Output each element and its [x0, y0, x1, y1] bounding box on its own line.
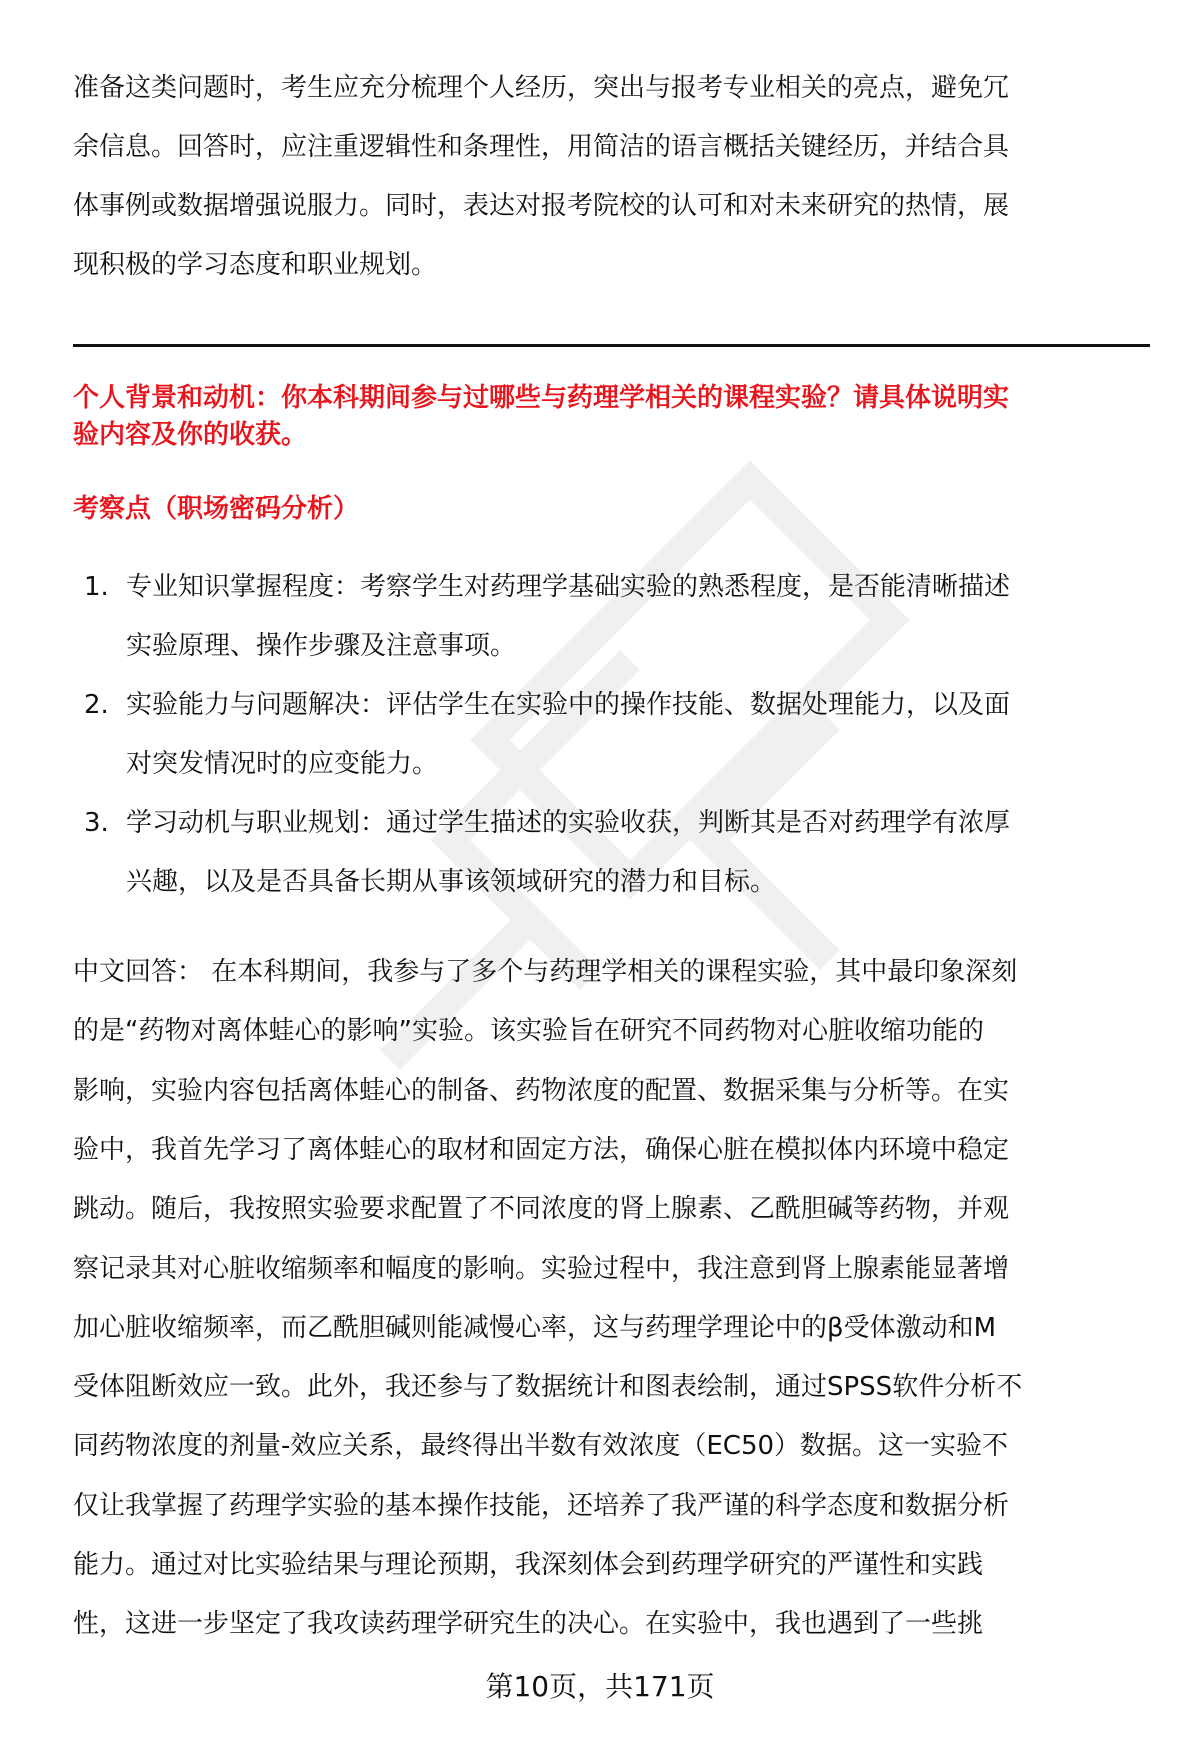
text-line: 的是“药物对离体蛙心的影响”实验。该实验旨在研究不同药物对心脏收缩功能的: [73, 1016, 984, 1047]
list-item-text: 兴趣，以及是否具备长期从事该领域研究的潜力和目标。: [126, 867, 777, 897]
text-line: 余信息。回答时，应注重逻辑性和条理性，用简洁的语言概括关键经历，并结合具: [73, 132, 1010, 162]
list-item-text: 对突发情况时的应变能力。: [126, 749, 439, 779]
list-item-text: 专业知识掌握程度：考察学生对药理学基础实验的熟悉程度，是否能清晰描述: [126, 572, 1011, 602]
text-line: 中文回答： 在本科期间，我参与了多个与药理学相关的课程实验，其中最印象深刻: [73, 957, 1018, 987]
page-number: 第10页，共171页: [485, 1670, 715, 1703]
section-divider: [73, 344, 1150, 347]
list-item-text: 实验原理、操作步骤及注意事项。: [126, 631, 517, 661]
text-line: 性，这进一步坚定了我攻读药理学研究生的决心。在实验中，我也遇到了一些挑: [73, 1609, 984, 1640]
text-line: 同药物浓度的剂量-效应关系，最终得出半数有效浓度（EC50）数据。这一实验不: [73, 1431, 1009, 1462]
text-line: 影响，实验内容包括离体蛙心的制备、药物浓度的配置、数据采集与分析等。在实: [73, 1075, 1010, 1106]
list-item-text: 学习动机与职业规划：通过学生描述的实验收获，判断其是否对药理学有浓厚: [126, 808, 1011, 838]
text-line: 跳动。随后，我按照实验要求配置了不同浓度的肾上腺素、乙酰胆碱等药物，并观: [73, 1194, 1010, 1225]
list-item-text: 实验能力与问题解决：评估学生在实验中的操作技能、数据处理能力，以及面: [126, 690, 1011, 720]
text-line: 加心脏收缩频率，而乙酰胆碱则能减慢心率，这与药理学理论中的β受体激动和M: [73, 1312, 997, 1343]
list-item-number: 2.: [84, 690, 109, 720]
list-item-number: 3.: [84, 808, 109, 838]
text-line: 现积极的学习态度和职业规划。: [73, 250, 438, 280]
text-line: 验中，我首先学习了离体蛙心的取材和固定方法，确保心脏在模拟体内环境中稳定: [73, 1134, 1010, 1165]
text-line: 体事例或数据增强说服力。同时，表达对报考院校的认可和对未来研究的热情，展: [73, 191, 1010, 221]
text-line: 准备这类问题时，考生应充分梳理个人经历，突出与报考专业相关的亮点，避免冗: [73, 73, 1010, 103]
question-line: 验内容及你的收获。: [73, 420, 308, 450]
text-line: 仅让我掌握了药理学实验的基本操作技能，还培养了我严谨的科学态度和数据分析: [73, 1490, 1010, 1521]
question-line: 个人背景和动机：你本科期间参与过哪些与药理学相关的课程实验？请具体说明实: [73, 383, 1010, 413]
analysis-heading: 考察点（职场密码分析）: [73, 494, 360, 524]
text-line: 察记录其对心脏收缩频率和幅度的影响。实验过程中，我注意到肾上腺素能显著增: [73, 1253, 1010, 1284]
text-line: 受体阻断效应一致。此外，我还参与了数据统计和图表绘制，通过SPSS软件分析不: [73, 1372, 1023, 1403]
list-item-number: 1.: [84, 572, 109, 602]
text-line: 能力。通过对比实验结果与理论预期，我深刻体会到药理学研究的严谨性和实践: [73, 1550, 984, 1580]
